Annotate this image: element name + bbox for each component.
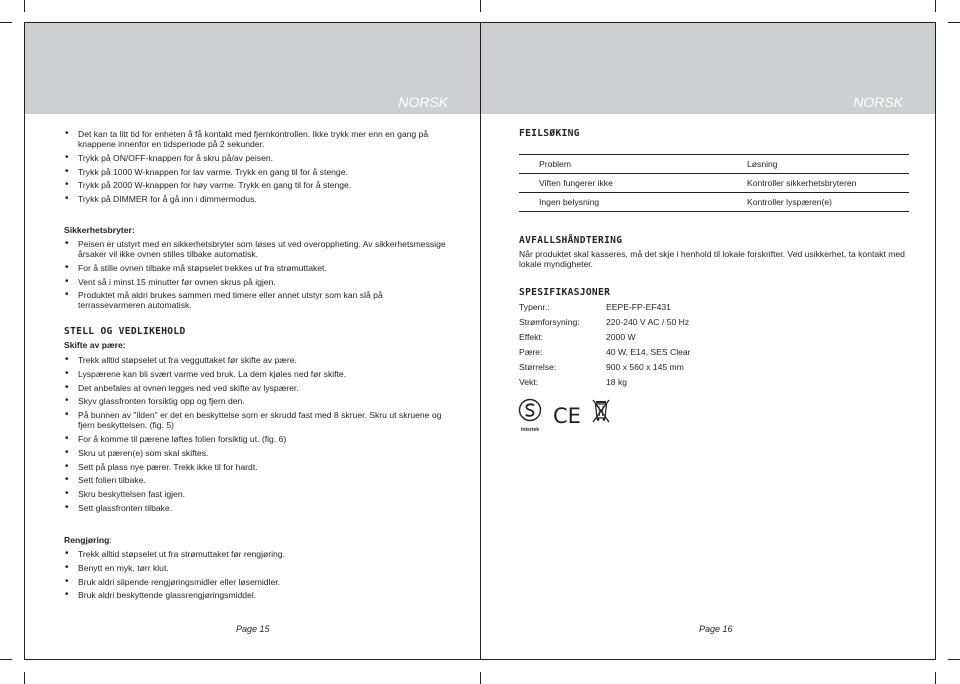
- specs-section: [519, 288, 909, 390]
- cleaning-list: [64, 549, 450, 600]
- cleaning-item: • Trekk alltid støpselet ut fra strømuttaket før rengjøring.: [64, 549, 450, 559]
- spec-row: [519, 315, 909, 330]
- spec-value: 220-240 V AC / 50 Hz: [606, 317, 690, 327]
- crop-mark: [24, 672, 25, 684]
- specs-heading: SPESIFIKASJONER: [519, 287, 611, 298]
- bulb-item: • Skru beskyttelsen fast igjen.: [64, 489, 450, 499]
- table-header-solution: Løsning: [737, 155, 909, 174]
- page-spine: [480, 22, 481, 660]
- spec-label: Strømforsyning:: [519, 317, 580, 327]
- cleaning-item: • Benytt en myk, tørr klut.: [64, 563, 450, 573]
- table-header-row: [519, 155, 909, 174]
- spec-value: 18 kg: [606, 377, 628, 387]
- cleaning-heading-colon: :: [109, 535, 112, 545]
- disposal-heading: AVFALLSHÅNDTERING: [519, 235, 623, 246]
- weee-crossed-bin-icon: [591, 398, 611, 429]
- safety-item: • Vent så i minst 15 minutter før ovnen skrus på igjen.: [64, 277, 450, 287]
- crop-mark: [948, 659, 960, 660]
- left-intro: [64, 129, 450, 208]
- spec-label: Pære:: [519, 347, 543, 357]
- cleaning-item: • Bruk aldri slipende rengjøringsmidler eller løsemidler.: [64, 577, 450, 587]
- table-cell: Viften fungerer ikke: [519, 174, 737, 193]
- spec-row: [519, 360, 909, 375]
- cleaning-section: [64, 535, 450, 604]
- care-heading: STELL OG VEDLIKEHOLD: [64, 326, 186, 337]
- disposal-text: Når produktet skal kasseres, må det skje i henhold til lokale forskrifter. Ved usikkerhet, ta kontakt med lokale myndigheter.: [519, 249, 905, 269]
- specs-list: [519, 300, 909, 390]
- care-section: [64, 327, 450, 517]
- crop-mark: [0, 22, 12, 23]
- crop-mark: [24, 0, 25, 12]
- crop-mark: [935, 0, 936, 12]
- spec-row: [519, 330, 909, 345]
- spec-row: [519, 375, 909, 390]
- intertek-label: Intertek: [520, 427, 540, 433]
- cleaning-heading: Rengjøring: [64, 535, 110, 545]
- bulb-item: • Det anbefales at ovnen legges ned ved skifte av lyspærer.: [64, 383, 450, 393]
- cleaning-heading-line: [64, 535, 450, 545]
- spec-value: 900 x 560 x 145 mm: [606, 362, 684, 372]
- spec-label: Størrelse:: [519, 362, 557, 372]
- spec-row: [519, 300, 909, 315]
- crop-mark: [480, 672, 481, 684]
- intro-item: • Trykk på 1000 W-knappen for lav varme. Trykk en gang til for å stenge.: [64, 167, 450, 177]
- page-number-right: Page 16: [699, 624, 733, 634]
- troubleshooting-table: [519, 154, 909, 212]
- intro-list: [64, 129, 450, 204]
- table-cell: Ingen belysning: [519, 193, 737, 212]
- table-cell: Kontroller sikkerhetsbryteren: [737, 174, 909, 193]
- bulb-item: • Sett folien tilbake.: [64, 475, 450, 485]
- table-row: [519, 193, 909, 212]
- cleaning-item: • Bruk aldri beskyttende glassrengjøringsmiddel.: [64, 590, 450, 600]
- bulb-item: • Sett glassfronten tilbake.: [64, 503, 450, 513]
- intro-item: • Trykk på 2000 W-knappen for høy varme. Trykk en gang til for å stenge.: [64, 180, 450, 190]
- troubleshooting-heading: FEILSØKING: [519, 128, 580, 139]
- spec-value: 40 W, E14, SES Clear: [606, 347, 691, 357]
- intro-item: • Trykk på DIMMER for å gå inn i dimmermodus.: [64, 194, 450, 204]
- safety-item: • Produktet må aldri brukes sammen med timere eller annet utstyr som kan slå på terrassevarmeren automatisk.: [64, 290, 450, 310]
- bulb-item: • Skru ut pæren(e) som skal skiftes.: [64, 448, 450, 458]
- crop-mark: [480, 0, 481, 12]
- bulb-item: • Lyspærene kan bli svært varme ved bruk. La dem kjøles ned før skifte.: [64, 369, 450, 379]
- bulb-item: • For å komme til pærene løftes folien forsiktig ut. (fig. 6): [64, 434, 450, 444]
- spec-label: Typenr.:: [519, 302, 550, 312]
- left-header-label: NORSK: [398, 94, 448, 110]
- bulb-item: • Skyv glassfronten forsiktig opp og fjern den.: [64, 396, 450, 406]
- bulb-heading: Skifte av pære:: [64, 340, 126, 350]
- crop-mark: [935, 672, 936, 684]
- table-cell: Kontroller lyspæren(e): [737, 193, 909, 212]
- safety-item: • For å stille ovnen tilbake må støpselet trekkes ut fra strømuttaket.: [64, 263, 450, 273]
- safety-section: [64, 225, 450, 314]
- bulb-item: • Trekk alltid støpselet ut fra vegguttaket før skifte av pære.: [64, 355, 450, 365]
- ce-mark-icon: CE: [553, 404, 581, 428]
- spec-value: EEPE-FP-EF431: [606, 302, 671, 312]
- safety-item: • Peisen er utstyrt med en sikkerhetsbryter som løses ut ved overoppheting. Av sikkerhetsmessige årsaker vil ikke ovnen stilles tilbake automatisk.: [64, 239, 450, 259]
- table-header-problem: Problem: [519, 155, 737, 174]
- spec-row: [519, 345, 909, 360]
- intro-item: • Det kan ta litt tid for enheten å få kontakt med fjernkontrollen. Ikke trykk mer enn en gang på knappene innenfor en tidsperiode på 2 sekunder.: [64, 129, 450, 149]
- safety-heading: Sikkerhetsbryter:: [64, 225, 135, 235]
- spec-label: Effekt:: [519, 332, 544, 342]
- crop-mark: [0, 659, 12, 660]
- right-header-label: NORSK: [853, 94, 903, 110]
- page-number-left: Page 15: [236, 624, 270, 634]
- bulb-item: • På bunnen av "ilden" er det en beskyttelse som er skrudd fast med 8 skruer. Skru ut skruene og fjern beskyttelsen. (fig. 5): [64, 410, 450, 430]
- bulb-list: [64, 355, 450, 513]
- bulb-item: • Sett på plass nye pærer. Trekk ikke til for hardt.: [64, 462, 450, 472]
- certification-marks: [517, 398, 611, 433]
- safety-list: [64, 239, 450, 310]
- intertek-s-mark-icon: [517, 398, 543, 433]
- intro-item: • Trykk på ON/OFF-knappen for å skru på/av peisen.: [64, 153, 450, 163]
- crop-mark: [948, 22, 960, 23]
- spec-label: Vekt:: [519, 377, 539, 387]
- spec-value: 2000 W: [606, 332, 636, 342]
- troubleshooting-section: [519, 129, 909, 212]
- disposal-section: [519, 236, 909, 269]
- table-row: [519, 174, 909, 193]
